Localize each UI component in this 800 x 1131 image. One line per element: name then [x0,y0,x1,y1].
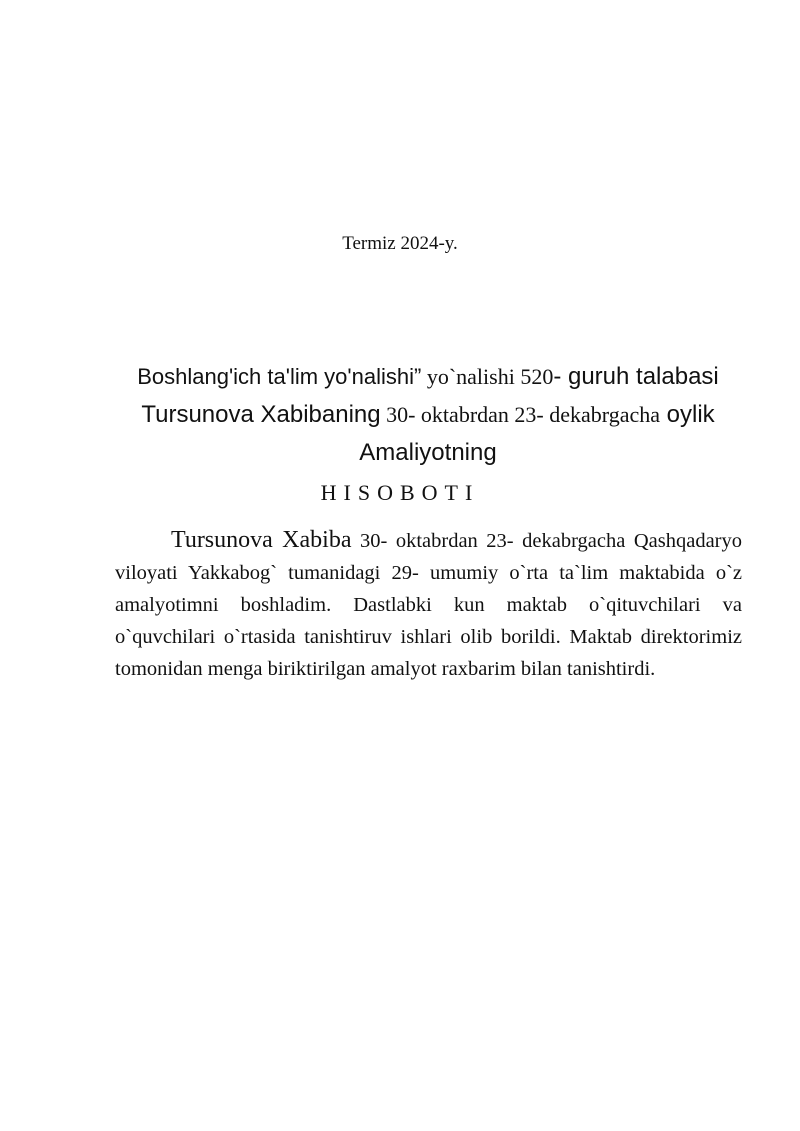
report-heading [110,358,746,472]
heading-date-range: 30- oktabrdan 23- dekabrgacha [380,402,660,427]
heading-direction: Boshlang'ich ta'lim yo'nalishi” [137,364,422,389]
heading-line-2 [110,396,746,434]
heading-line-1 [110,358,746,396]
heading-period: oylik [659,401,715,428]
heading-line-3: Amaliyotning [359,439,497,466]
heading-group-student: - guruh talabasi [553,363,719,390]
city-year: Termiz 2024-y. [342,233,458,254]
heading-group-number: 520 [520,364,554,389]
document-title: HISOBOTI [320,480,480,505]
heading-student-name: Tursunova Xabibaning [141,401,381,428]
paragraph-text: 30- oktabrdan 23- dekabrgacha Qashqadaryo viloyati Yakkabog` tumanidagi 29- umumiy o`rta ta`lim maktabida o`z amalyotimni boshladim. Dastlabki kun maktab o`qituvchilari va o`quvchilari o`rtasida tanishtiruv ishlari olib borildi. Maktab direktorimiz tomonidan menga biriktirilgan amalyot raxbarim bilan tanishtirdi. [115,530,743,680]
report-paragraph [115,524,742,685]
heading-direction-suffix: yo`nalishi [421,364,521,389]
paragraph-student-name: Tursunova Xabiba [171,527,352,553]
